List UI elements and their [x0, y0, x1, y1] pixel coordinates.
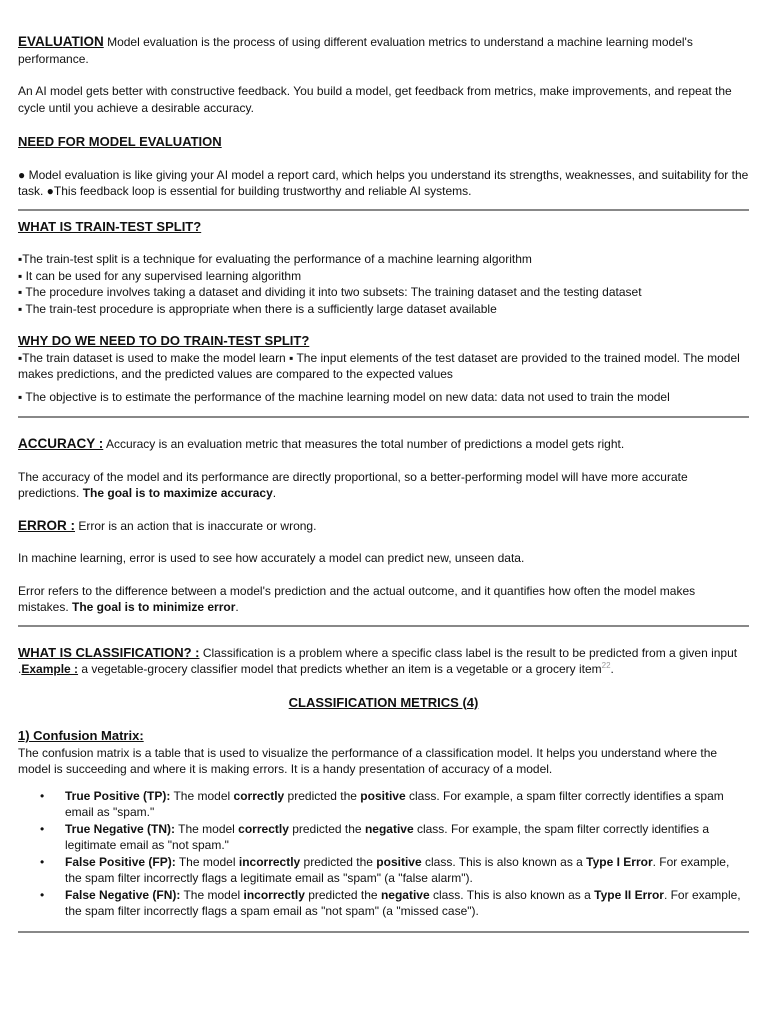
error-definition — [18, 518, 749, 535]
error-difference: Error refers to the difference between a model's prediction and the actual outcome, and it quantifies how often the model makes mistakes. The goal is to minimize error. — [18, 583, 696, 614]
evaluation-heading: EVALUATION — [18, 34, 104, 49]
error-goal: The goal is to minimize error — [72, 600, 236, 614]
term-label: False Positive (FP): — [65, 854, 176, 869]
list-item: • True Positive (TP): The model correctly predicted the positive class. For example, a spam filter correctly identifies a spam email as "spam." — [40, 788, 724, 819]
evaluation-feedback: An AI model gets better with constructive feedback. You build a model, get feedback from metrics, make improvements, and repeat the cycle until you achieve a desirable accuracy. — [18, 84, 732, 115]
confusion-text: The confusion matrix is a table that is used to visualize the performance of a classification model. It helps you understand where the model is succeeding and where it is making errors. It is a handy presentation of accuracy of a model. — [18, 745, 718, 776]
split-heading: WHAT IS TRAIN-TEST SPLIT? — [18, 218, 202, 234]
list-item: • False Positive (FP): The model incorrectly predicted the positive class. This is also known as a Type I Error. For example, the spam filter incorrectly flags a legitimate email as "spam" (a "false alarm"). — [40, 854, 730, 885]
bullet-icon: • — [40, 854, 45, 869]
section-divider — [18, 209, 749, 211]
error-definition-text: Error is an action that is inaccurate or wrong. — [75, 518, 317, 533]
bullet-icon: • — [40, 887, 45, 902]
term-label: True Negative (TN): — [65, 821, 176, 836]
term-label: False Negative (FN): — [65, 887, 181, 902]
list-item: • True Negative (TN): The model correctly predicted the negative class. For example, the spam filter correctly identifies a legitimate email as "not spam." — [40, 821, 710, 852]
accuracy-relation: The accuracy of the model and its performance are directly proportional, so a better-performing model will have more accurate predictions. The goal is to maximize accuracy. — [18, 469, 688, 500]
need-heading: NEED FOR MODEL EVALUATION — [18, 134, 222, 149]
accuracy-definition — [18, 436, 749, 453]
why-split-para1: ▪The train dataset is used to make the model learn ▪ The input elements of the test dataset are provided to the trained model. The model makes predictions, and the predicted values are compared to the expected values — [18, 350, 740, 381]
error-ml: In machine learning, error is used to see how accurately a model can predict new, unseen data. — [18, 551, 525, 565]
split-points — [18, 251, 749, 317]
bullet-icon: • — [40, 788, 45, 803]
split-point: ▪ The procedure involves taking a dataset and dividing it into two subsets: The training dataset and the testing dataset — [18, 285, 642, 299]
document-page — [18, 34, 749, 933]
example-label: Example : — [21, 662, 79, 676]
accuracy-goal: The goal is to maximize accuracy — [82, 486, 273, 500]
section-divider — [18, 625, 749, 627]
section-divider — [18, 931, 749, 933]
error-heading: ERROR : — [18, 517, 75, 533]
bullet-icon: • — [40, 821, 45, 836]
accuracy-heading: ACCURACY : — [18, 436, 104, 451]
accuracy-definition-text: Accuracy is an evaluation metric that measures the total number of predictions a model gets right. — [103, 437, 625, 451]
split-point: ▪ The train-test procedure is appropriate when there is a sufficiently large dataset available — [18, 301, 497, 316]
footnote-marker: 22 — [601, 661, 611, 670]
evaluation-definition — [18, 34, 749, 67]
why-split-para2: ▪ The objective is to estimate the performance of the machine learning model on new data: data not used to train the model — [18, 389, 670, 404]
term-label: True Positive (TP): — [65, 788, 171, 803]
need-text: ● Model evaluation is like giving your AI model a report card, which helps you understand its strengths, weaknesses, and suitability for the task. ●This feedback loop is essential for building trustworthy and reliable AI systems. — [18, 167, 749, 198]
evaluation-definition-text: Model evaluation is the process of using different evaluation metrics to understand a machine learning model's performance. — [18, 35, 693, 66]
split-point: ▪The train-test split is a technique for evaluating the performance of a machine learning algorithm — [18, 252, 532, 266]
metrics-heading: CLASSIFICATION METRICS (4) — [288, 694, 479, 710]
list-item: • False Negative (FN): The model incorrectly predicted the negative class. This is also known as a Type II Error. For example, the spam filter incorrectly flags a spam email as "not spam" (a "missed case"). — [40, 887, 741, 918]
why-split-heading: WHY DO WE NEED TO DO TRAIN-TEST SPLIT? — [18, 333, 310, 348]
confusion-heading: 1) Confusion Matrix: — [18, 728, 144, 743]
section-divider — [18, 416, 749, 418]
classification-heading: WHAT IS CLASSIFICATION? : — [18, 644, 200, 660]
split-point: ▪ It can be used for any supervised learning algorithm — [18, 268, 302, 283]
confusion-terms-list — [18, 788, 749, 920]
classification-text: WHAT IS CLASSIFICATION? : Classification is a problem where a specific class label is the result to be predicted from a given input .Example : a vegetable-grocery classifier model that predicts whether an item is a vegetable or a grocery item$^{22}$. — [18, 644, 738, 676]
